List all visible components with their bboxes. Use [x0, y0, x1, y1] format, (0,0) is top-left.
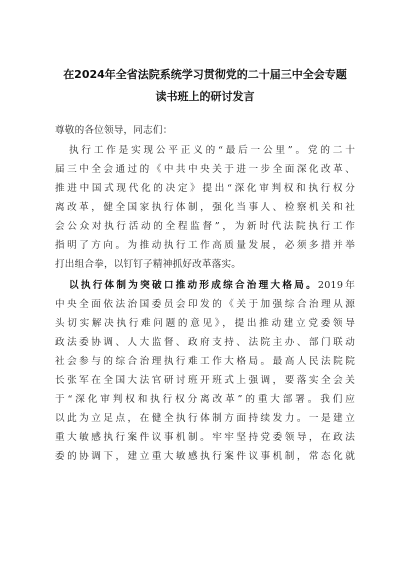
paragraph-2-line-9: 重大敏感执行案件议事机制。牢牢坚持党委领导，在政法: [55, 432, 355, 443]
salutation: 尊敬的各位领导，同志们：: [55, 125, 173, 136]
paragraph-2-line-6: 长张军在全国大法官研讨班开班式上强调，要落实全会关: [55, 375, 355, 386]
paragraph-1-line-7: 打出组合拳，以钉钉子精神抓好改革落实。: [55, 259, 242, 270]
paragraph-2-line-10: 委的协调下，建立重大敏感执行案件议事机制，常态化就: [55, 451, 355, 462]
document-title-line-2: 读书班上的研讨发言: [155, 90, 255, 103]
paragraph-2-line-2: 中央全面依法治国委员会印发的《关于加强综合治理从源: [55, 299, 355, 310]
paragraph-2-line-1-text: 2019年: [317, 280, 355, 291]
paragraph-2-line-3: 头切实解决执行难问题的意见》，提出推动建立党委领导: [55, 318, 355, 329]
paragraph-2-line-8: 以此为立足点，在健全执行体制方面持续发力。一是建立: [55, 413, 355, 424]
paragraph-1-line-1: 执行工作是实现公平正义的“最后一公里”。党的二十: [69, 145, 355, 156]
paragraph-1-line-6: 指明了方向。为推动执行工作高质量发展，必须多措并举: [55, 240, 355, 251]
paragraph-2-line-7: 于“深化审判权和执行权分离改革”的重大部署。我们应: [55, 394, 355, 405]
paragraph-2-heading: 以执行体制为突破口推动形成综合治理大格局。: [69, 280, 318, 291]
document-title-line-1: 在2024年全省法院系统学习贯彻党的二十届三中全会专题: [63, 68, 347, 81]
paragraph-2-line-1: [69, 279, 355, 292]
paragraph-1-line-5: 会公众对执行活动的全程监督”，为新时代法院执行工作: [55, 221, 355, 232]
paragraph-1-line-3: 推进中国式现代化的决定》提出“深化审判权和执行权分: [55, 183, 355, 194]
paragraph-2-line-5: 社会参与的综合治理执行难工作大格局。最高人民法院院: [55, 356, 355, 367]
paragraph-1-line-2: 届三中全会通过的《中共中央关于进一步全面深化改革、: [55, 164, 355, 175]
paragraph-1-line-4: 离改革，健全国家执行体制，强化当事人、检察机关和社: [55, 202, 355, 213]
paragraph-2-line-4: 政法委协调、人大监督、政府支持、法院主办、部门联动: [55, 337, 355, 348]
